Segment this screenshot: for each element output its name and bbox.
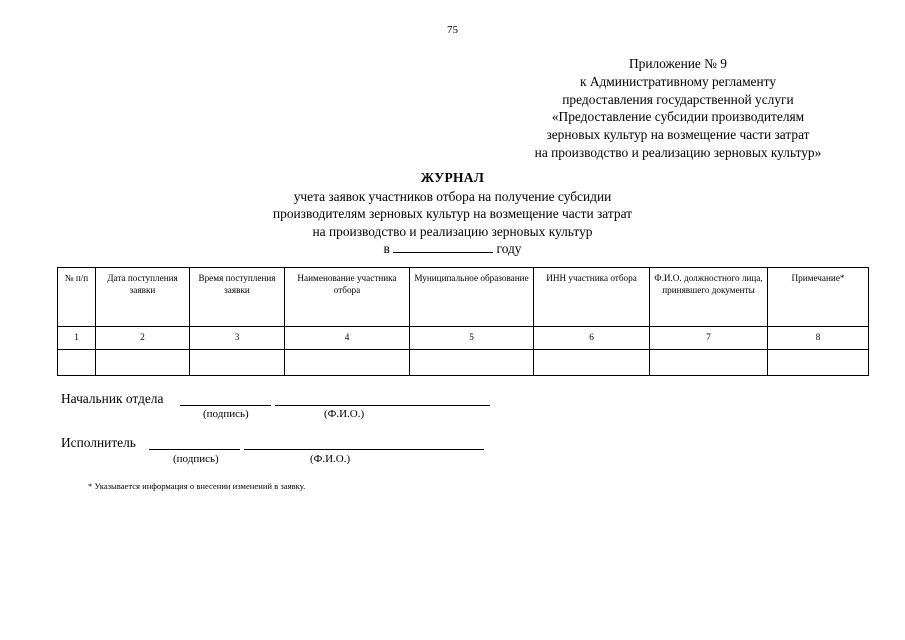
table-row [58,350,869,376]
column-number-cell: 1 [58,327,96,350]
executor-name-blank [244,449,484,450]
table-cell [410,350,534,376]
table-header-cell: Наименование участника отбора [285,268,410,327]
table-header-cell: Время поступления заявки [190,268,285,327]
table-header-cell: Ф.И.О. должностного лица, принявшего документы [650,268,768,327]
table-header-cell: Примечание* [768,268,869,327]
table-cell [58,350,96,376]
footnote: * Указывается информация о внесении изменений в заявку. [88,481,306,491]
appendix-heading [515,55,841,162]
appendix-line: Приложение № 9 [628,56,728,71]
column-number-cell: 3 [190,327,285,350]
appendix-line: предоставления государственной услуги [562,91,794,107]
executor-sign-caption: (подпись) [173,453,219,465]
column-number-cell: 2 [96,327,190,350]
column-number-cell: 6 [534,327,650,350]
head-signature-label: Начальник отдела [61,391,164,406]
head-sign-caption: (подпись) [203,408,249,420]
year-line [0,240,905,257]
head-name-blank [275,405,490,406]
table-cell [96,350,190,376]
appendix-line: зерновых культур на возмещение части затрат [546,127,810,143]
appendix-line: на производство и реализацию зерновых культур» [534,144,822,160]
journal-table [57,267,869,376]
table-header-row [58,268,869,327]
table-cell [534,350,650,376]
column-number-cell: 5 [410,327,534,350]
column-number-cell: 7 [650,327,768,350]
table-number-row [58,327,869,350]
executor-name-caption: (Ф.И.О.) [310,453,351,465]
table-cell [768,350,869,376]
executor-signature-blank [149,449,240,450]
table-header-cell: ИНН участника отбора [534,268,650,327]
table-cell [285,350,410,376]
subtitle-line: производителям зерновых культур на возмещение части затрат [272,206,633,222]
page-number: 75 [447,24,458,36]
appendix-line: «Предоставление субсидии производителям [551,109,805,125]
table-header-cell: Муниципальное образование [410,268,534,327]
journal-title: ЖУРНАЛ [420,170,485,185]
table-cell [190,350,285,376]
head-name-caption: (Ф.И.О.) [324,408,365,420]
executor-signature-label: Исполнитель [61,435,136,450]
year-blank [393,240,493,253]
table-cell [650,350,768,376]
journal-subtitle [0,188,905,258]
column-number-cell: 4 [285,327,410,350]
column-number-cell: 8 [768,327,869,350]
table-header-cell: Дата поступления заявки [96,268,190,327]
appendix-line: к Административному регламенту [579,73,777,89]
subtitle-line: на производство и реализацию зерновых культур [312,223,593,239]
year-prefix: в [383,241,390,257]
table-header-cell: № п/п [58,268,96,327]
head-signature-blank [180,405,271,406]
subtitle-line: учета заявок участников отбора на получение субсидии [293,189,612,204]
year-suffix: году [496,241,522,257]
